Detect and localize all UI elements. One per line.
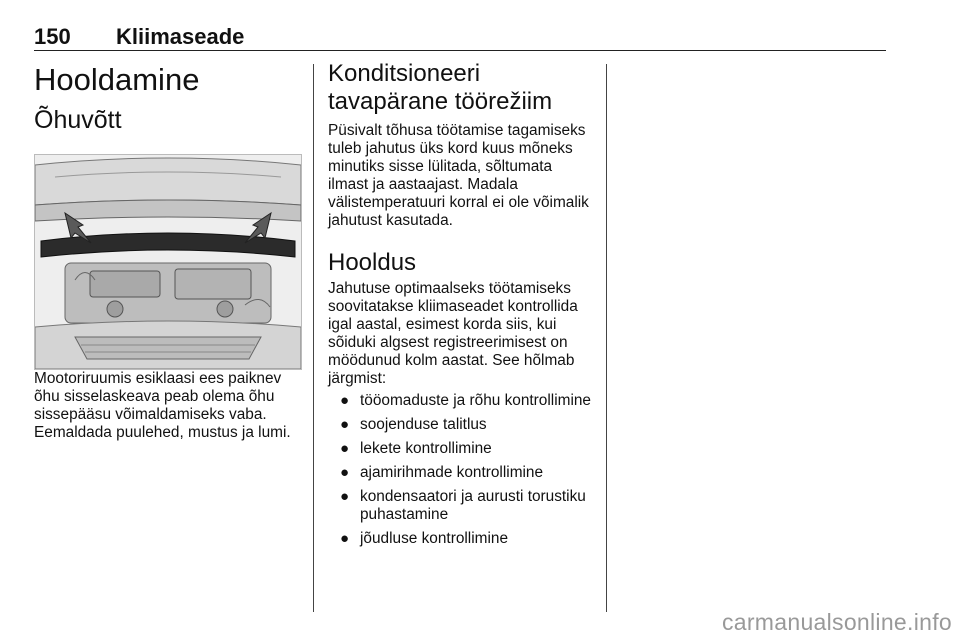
list-item <box>328 488 596 524</box>
page-number: 150 <box>34 24 71 49</box>
list-item-text: lekete kontrollimine <box>360 440 492 457</box>
engine-bay-drawing <box>35 155 301 369</box>
watermark: carmanualsonline.info <box>721 609 952 635</box>
normal-operation-title: Konditsioneeri tavapärane töörežiim <box>328 60 553 115</box>
chapter-title: Kliimaseade <box>116 24 245 49</box>
figure-caption: Mootoriruumis esiklaasi ees paiknev õhu sisselaskeava peab olema õhu sissepääsu võimaldamiseks vaba. Eemaldada puulehed, mustus ja lumi. <box>34 370 291 441</box>
list-item-text: tööomaduste ja rõhu kontrollimine <box>360 392 591 409</box>
left-column <box>34 60 302 442</box>
bullet-icon: ● <box>340 464 350 481</box>
list-item <box>328 416 596 434</box>
list-item-text: kondensaatori ja aurusti torustiku puhastamine <box>360 488 586 523</box>
page-header <box>34 20 886 50</box>
header-rule <box>34 50 886 51</box>
column-divider-2 <box>606 64 607 612</box>
section-title: Hooldamine <box>34 62 200 97</box>
bullet-icon: ● <box>340 392 350 409</box>
bullet-icon: ● <box>340 530 350 547</box>
bullet-icon: ● <box>340 416 350 433</box>
service-title: Hooldus <box>328 249 417 276</box>
bullet-icon: ● <box>340 440 350 457</box>
list-item-text: jõudluse kontrollimine <box>360 530 508 547</box>
right-column <box>328 60 596 554</box>
service-checklist <box>328 392 596 548</box>
bullet-icon: ● <box>340 488 350 505</box>
service-text: Jahutuse optimaalseks töötamiseks soovitatakse kliimaseadet kontrollida igal aastal, esimest korda siis, kui sõiduki algsest registreerimisest on möödunud kolm aastat. See hõlmab järgmist: <box>328 280 578 387</box>
normal-operation-text: Püsivalt tõhusa töötamise tagamiseks tuleb jahutus üks kord kuus mõneks minutiks sisse lülitada, sõltumata ilmast ja aastaajast. Madala välistemperatuuri korral ei ole võimalik jahutust kasutada. <box>328 122 589 229</box>
list-item <box>328 464 596 482</box>
column-divider-1 <box>313 64 314 612</box>
engine-bay-illustration <box>34 154 302 370</box>
subsection-title: Õhuvõtt <box>34 106 122 134</box>
list-item <box>328 530 596 548</box>
list-item <box>328 440 596 458</box>
list-item-text: soojenduse talitlus <box>360 416 487 433</box>
list-item-text: ajamirihmade kontrollimine <box>360 464 544 481</box>
list-item <box>328 392 596 410</box>
